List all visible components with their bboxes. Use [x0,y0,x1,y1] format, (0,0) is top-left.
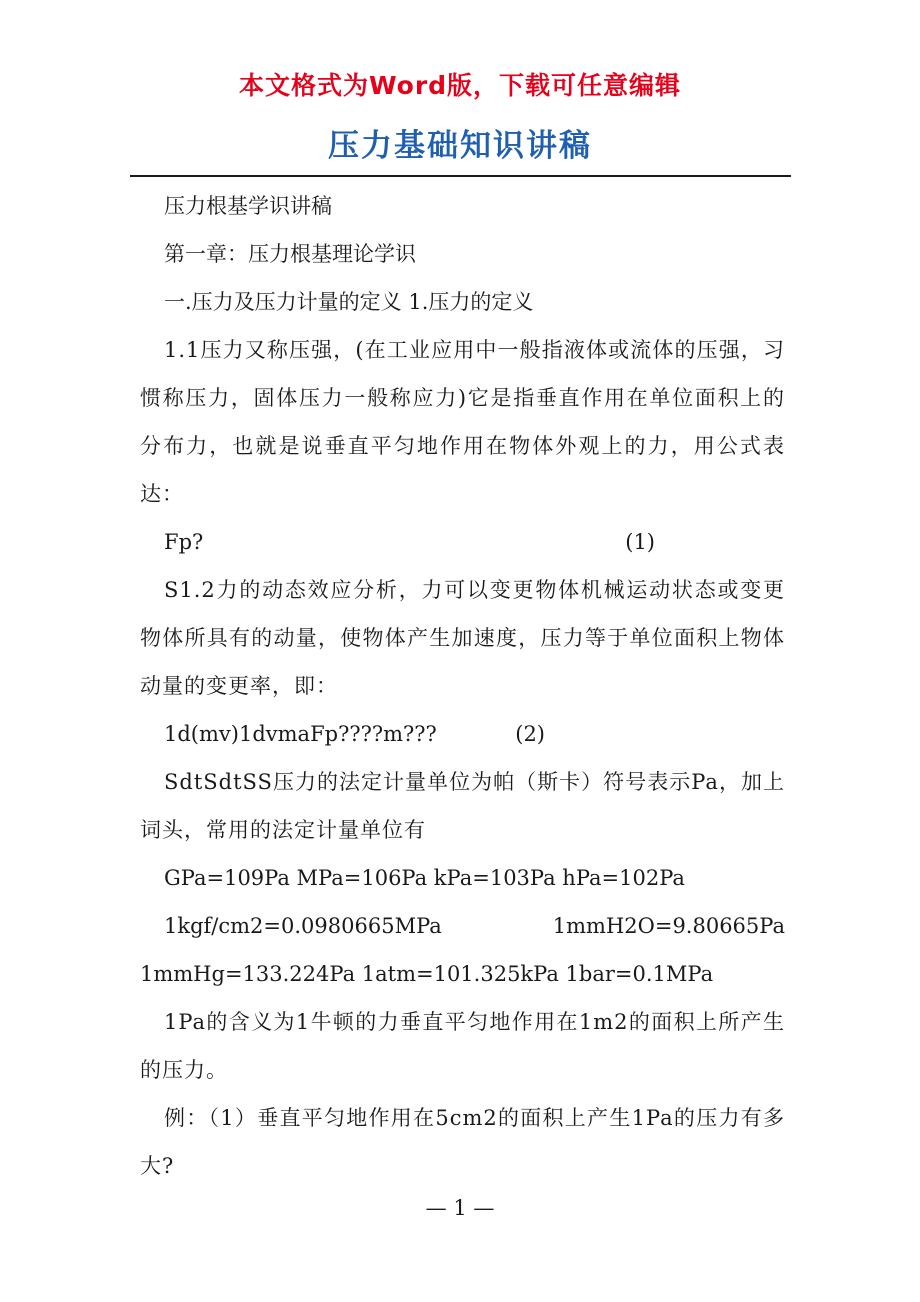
document-body [140,182,785,1190]
page-number: — 1 — [425,1196,495,1220]
equation-2-number: (2) [515,722,545,746]
units-line-2-right: 1mmH2O=9.80665Pa [552,914,785,938]
paragraph-units: SdtSdtSS压力的法定计量单位为帕（斯卡）符号表示Pa，加上词头，常用的法定计量单位有 [140,770,785,842]
paragraph-definition: 1.1压力又称压强，(在工业应用中一般指液体或流体的压强，习惯称压力，固体压力一般称应力)它是指垂直作用在单位面积上的分布力，也就是说垂直平匀地作用在物体外观上的力，用公式表达： [140,338,785,506]
units-line-1: GPa=109Pa MPa=106Pa kPa=103Pa hPa=102Pa [164,866,685,890]
equation-1-text: Fp? [164,530,204,554]
paragraph-example: 例：（1）垂直平匀地作用在5cm2的面积上产生1Pa的压力有多大? [140,1106,785,1178]
equation-1-number: (1) [625,530,655,554]
units-line-3: 1mmHg=133.224Pa 1atm=101.325kPa 1bar=0.1MPa [140,962,714,986]
title-divider [130,175,791,177]
section-heading: 一.压力及压力计量的定义 1.压力的定义 [164,290,534,314]
paragraph-dynamic-analysis: S1.2力的动态效应分析，力可以变更物体机械运动状态或变更物体所具有的动量，使物体产生加速度，压力等于单位面积上物体动量的变更率，即： [140,578,785,698]
equation-2-text: 1d(mv)1dvmaFp????m??? [164,722,437,746]
download-banner: 本文格式为Word版，下载可任意编辑 [238,71,682,100]
equation-2 [140,710,785,758]
units-line-2 [140,902,785,950]
chapter-heading: 第一章：压力根基理论学识 [164,242,416,266]
document-title: 压力基础知识讲稿 [328,128,592,164]
paragraph-pa-meaning: 1Pa的含义为1牛顿的力垂直平匀地作用在1m2的面积上所产生的压力。 [140,1010,785,1082]
paragraph-heading: 压力根基学识讲稿 [164,194,332,218]
units-line-2-left: 1kgf/cm2=0.0980665MPa [164,914,442,938]
equation-1 [140,518,785,566]
